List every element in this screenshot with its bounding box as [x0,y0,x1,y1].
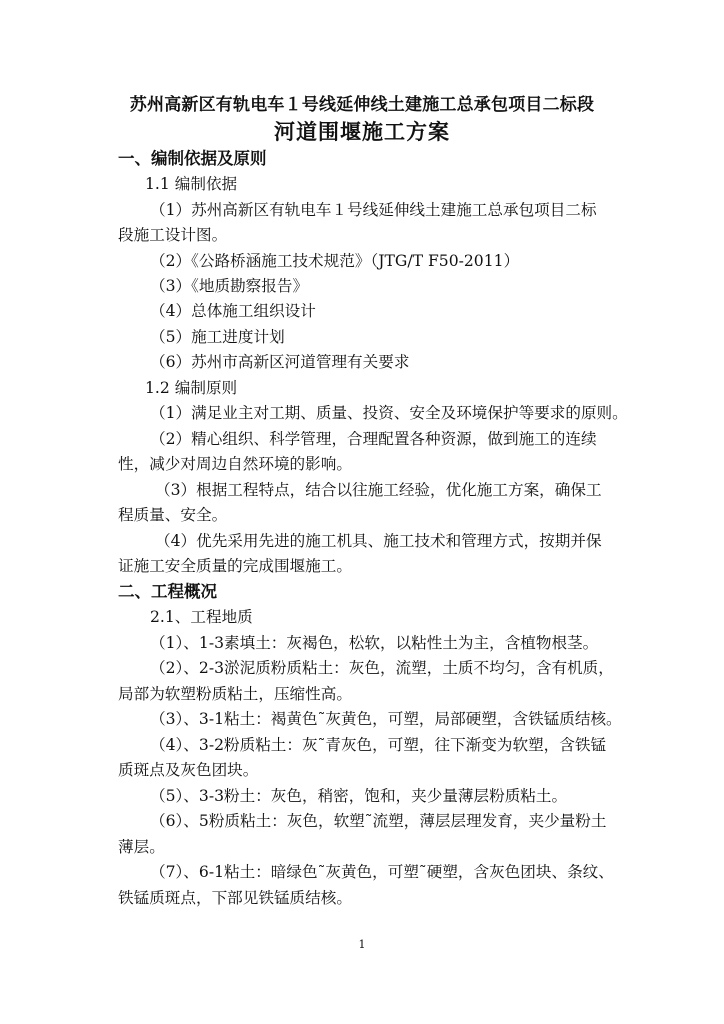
paragraph-line: （1）苏州高新区有轨电车１号线延伸线土建施工总承包项目二标 [150,201,597,219]
list-item: （5）施工进度计划 [150,328,285,346]
paragraph-line: （6）、5粉质粘土：灰色，软塑˜流塑，薄层层理发育，夹少量粉土 [150,812,607,830]
paragraph-line: （2）、2-3淤泥质粉质粘土：灰色，流塑，土质不均匀，含有机质， [150,659,614,677]
paragraph-line: 薄层。 [118,838,165,856]
document-title-line1: 苏州高新区有轨电车１号线延伸线土建施工总承包项目二标段 [129,95,595,115]
section-heading: 一、编制依据及原则 [118,149,267,168]
page-number: 1 [358,938,366,951]
section-heading: 二、工程概况 [118,582,217,601]
list-item: （2）《公路桥涵施工技术规范》（JTG/T F50-2011） [150,252,520,270]
paragraph-line: 程质量、安全。 [118,506,228,524]
paragraph-line: （3）、3-1粘土：褐黄色˜灰黄色，可塑，局部硬塑，含铁锰质结核。 [150,710,622,728]
paragraph-line: （1）、1-3素填土：灰褐色，松软，以粘性土为主，含植物根茎。 [150,634,599,652]
paragraph-line: 铁锰质斑点，下部见铁锰质结核。 [118,889,352,907]
paragraph-line: （1）满足业主对工期、质量、投资、安全及环境保护等要求的原则。 [150,404,628,422]
document-title-line2: 河道围堰施工方案 [274,119,450,144]
paragraph-line: 段施工设计图。 [118,226,228,244]
subsection-heading: 1.1 编制依据 [145,175,238,193]
paragraph-line: 质斑点及灰色团块。 [118,761,259,779]
paragraph-line: 局部为软塑粉质粘土，压缩性高。 [118,685,352,703]
paragraph-line: （5）、3-3粉土：灰色，稍密，饱和，夹少量薄层粉质粘土。 [150,787,568,805]
paragraph-line: （7）、6-1粘土：暗绿色˜灰黄色，可塑˜硬塑，含灰色团块、条纹、 [150,863,614,881]
list-item: （6）苏州市高新区河道管理有关要求 [150,353,410,371]
subsection-heading: 1.2 编制原则 [145,379,238,397]
paragraph-line: 性，减少对周边自然环境的影响。 [118,455,352,473]
paragraph-line: 证施工安全质量的完成围堰施工。 [118,557,352,575]
paragraph-line: （2）精心组织、科学管理，合理配置各种资源，做到施工的连续 [150,430,597,448]
list-item: （3）《地质勘察报告》 [150,277,309,295]
paragraph-line: （4）、3-2粉质粘土：灰˜青灰色，可塑，往下渐变为软塑，含铁锰 [150,736,607,754]
paragraph-line: （4）优先采用先进的施工机具、施工技术和管理方式，按期并保 [155,532,602,550]
paragraph-line: （3）根据工程特点，结合以往施工经验，优化施工方案，确保工 [155,481,602,499]
subsection-heading: 2.1、工程地质 [150,608,253,626]
list-item: （4）总体施工组织设计 [150,302,316,320]
